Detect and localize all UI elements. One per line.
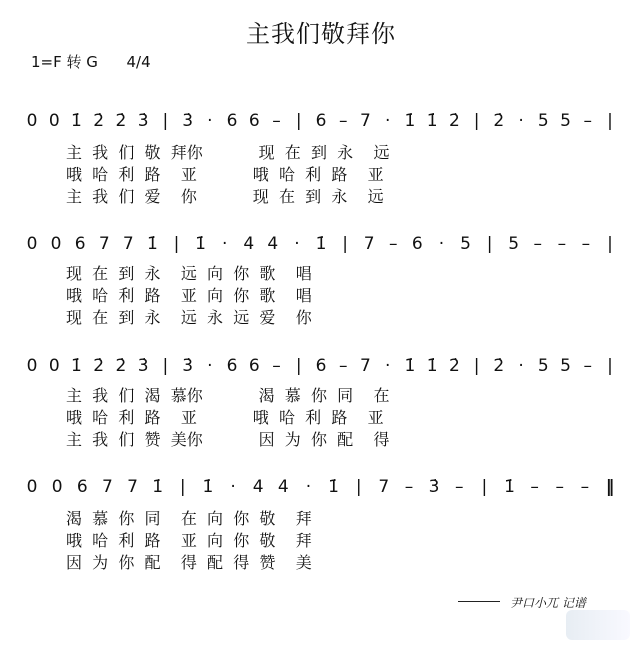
lyric-line-3-1: 主 我 们 渴 慕你 渴 慕 你 同 在 [66, 386, 390, 405]
note: 6 [76, 477, 88, 497]
note: – [583, 111, 593, 131]
note: 0 [48, 111, 60, 131]
note: 1̇ [195, 234, 206, 254]
barline: | [355, 477, 362, 497]
note: 1̇ [71, 111, 82, 131]
note: 1̇ [147, 234, 158, 254]
note: 2̇ [115, 111, 127, 131]
note: 1̇ [202, 477, 214, 497]
barline: | [473, 111, 480, 131]
notation-line-4 [0, 466, 642, 506]
page-title: 主我们敬拜你 [246, 20, 396, 48]
note: 5 [460, 234, 471, 254]
note: 6 [248, 111, 260, 131]
note: – [581, 234, 591, 254]
note: 1̇ [426, 356, 438, 376]
note: 2̇ [448, 356, 460, 376]
barline: | [295, 111, 302, 131]
note: 6 [226, 111, 238, 131]
barline: | [481, 477, 488, 497]
note: 4 [267, 234, 279, 254]
note: – [580, 477, 590, 497]
note: 5 [537, 356, 549, 376]
note: 6 [315, 111, 327, 131]
time-signature: 4/4 [126, 53, 151, 71]
note: · [384, 111, 391, 131]
note: · [305, 477, 312, 497]
barline: | [162, 356, 169, 376]
music-system-2 [0, 223, 642, 343]
note: – [454, 477, 464, 497]
note: – [338, 356, 348, 376]
note: – [272, 356, 281, 376]
note: 1̇ [404, 111, 416, 131]
note: 3̇ [137, 111, 149, 131]
barline: | [607, 111, 613, 131]
note: 0 [51, 477, 63, 497]
note: 0 [26, 356, 38, 376]
note: – [533, 234, 542, 254]
lyric-line-1-1: 主 我 们 敬 拜你 现 在 到 永 远 [66, 143, 390, 162]
note: 5 [560, 111, 571, 131]
note: 7 [378, 477, 390, 497]
note: · [230, 477, 236, 497]
lyric-line-4-3: 因 为 你 配 得 配 得 赞 美 [66, 553, 312, 572]
note: 1̇ [328, 477, 339, 497]
note: – [272, 111, 281, 131]
note: 6 [411, 234, 423, 254]
note: 6 [226, 356, 238, 376]
note: 1̇ [71, 356, 82, 376]
note: 7 [360, 356, 371, 376]
notation-line-3 [0, 345, 642, 385]
note: 6 [74, 234, 86, 254]
note: – [557, 234, 567, 254]
note: · [294, 234, 300, 254]
barline: | [295, 356, 302, 376]
lyric-line-3-3: 主 我 们 赞 美你 因 为 你 配 得 [66, 430, 390, 449]
music-system-3 [0, 345, 642, 465]
barline: | [173, 234, 180, 254]
note: · [438, 234, 445, 254]
note: 0 [26, 477, 38, 497]
note: 7 [98, 234, 110, 254]
note: – [338, 111, 348, 131]
note: · [207, 356, 213, 376]
notes-row [27, 477, 615, 497]
note: 5 [508, 234, 520, 254]
notes-row [27, 234, 613, 254]
transcriber-credit: 尹口小兀 记谱 [510, 596, 586, 610]
lyric-line-4-2: 哦 哈 利 路 亚 向 你 敬 拜 [66, 531, 312, 550]
key-time-signature [31, 51, 151, 72]
note: 3̇ [182, 111, 194, 131]
note: 4 [277, 477, 289, 497]
lyric-line-3-2: 哦 哈 利 路 亚 哦 哈 利 路 亚 [66, 408, 384, 427]
lyric-line-4-1: 渴 慕 你 同 在 向 你 敬 拜 [66, 509, 312, 528]
barline: | [607, 234, 613, 254]
note: · [221, 234, 228, 254]
note: – [530, 477, 539, 497]
note: 4 [252, 477, 264, 497]
lyric-line-2-3: 现 在 到 永 远 永 远 爱 你 [66, 308, 312, 327]
note: 2̇ [115, 356, 127, 376]
barline: | [607, 356, 613, 376]
note: 7 [360, 111, 371, 131]
lyric-line-2-2: 哦 哈 利 路 亚 向 你 歌 唱 [66, 286, 312, 305]
note: 5 [537, 111, 549, 131]
note: 2̇ [493, 111, 505, 131]
barline: ‖ [605, 477, 615, 497]
note: 2̇ [448, 111, 460, 131]
note: · [518, 111, 524, 131]
note: 7 [127, 477, 138, 497]
credit-dash [458, 601, 500, 602]
note: 1̇ [404, 356, 416, 376]
note: 6 [315, 356, 327, 376]
note: 5 [560, 356, 571, 376]
key-signature: 1=F 转 G [31, 53, 98, 71]
barline: | [179, 477, 186, 497]
watermark-logo [566, 610, 630, 640]
note: – [583, 356, 593, 376]
note: 4 [243, 234, 255, 254]
notation-line-1 [0, 100, 642, 140]
lyric-line-2-1: 现 在 到 永 远 向 你 歌 唱 [66, 264, 312, 283]
note: 0 [26, 234, 38, 254]
note: – [389, 234, 398, 254]
note: 3̇ [428, 477, 440, 497]
note: 2̇ [93, 356, 105, 376]
note: 1̇ [426, 111, 438, 131]
note: 7 [363, 234, 375, 254]
notes-row [27, 356, 613, 376]
note: 7 [101, 477, 113, 497]
barline: | [342, 234, 348, 254]
note: · [384, 356, 391, 376]
note: 3̇ [182, 356, 194, 376]
note: 0 [50, 234, 62, 254]
note: – [555, 477, 564, 497]
notes-row [27, 111, 613, 131]
barline: | [486, 234, 493, 254]
note: 2̇ [493, 356, 505, 376]
note: 0 [26, 111, 38, 131]
note: 1̇ [504, 477, 515, 497]
note: 2̇ [93, 111, 105, 131]
note: 1̇ [152, 477, 164, 497]
note: 7 [122, 234, 134, 254]
lyric-line-1-3: 主 我 们 爱 你 现 在 到 永 远 [66, 187, 384, 206]
barline: | [162, 111, 169, 131]
notation-line-2 [0, 223, 642, 263]
lyric-line-1-2: 哦 哈 利 路 亚 哦 哈 利 路 亚 [66, 165, 384, 184]
note: 0 [48, 356, 60, 376]
note: 6 [248, 356, 260, 376]
music-system-1 [0, 100, 642, 220]
note: · [207, 111, 213, 131]
note: · [518, 356, 524, 376]
music-system-4 [0, 466, 642, 586]
note: – [404, 477, 414, 497]
note: 3̇ [137, 356, 149, 376]
barline: | [473, 356, 480, 376]
note: 1̇ [315, 234, 327, 254]
